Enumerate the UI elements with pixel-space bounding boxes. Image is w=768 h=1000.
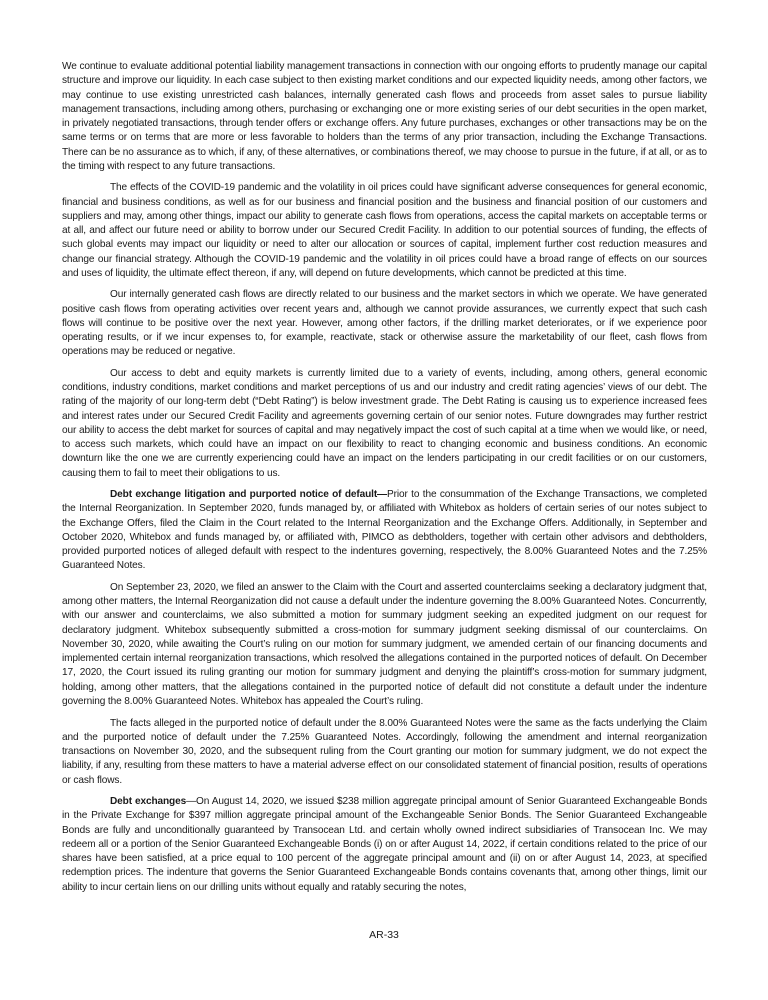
page-number: AR-33	[369, 929, 399, 941]
paragraph-text: On September 23, 2020, we filed an answer to the Claim with the Court and asserted counterclaims seeking a declaratory judgment that, among other matters, the Internal Reorganization did not cause a default under the indenture governing the 8.00% Guaranteed Notes. Concurrently, with our answer and counterclaims, we also submitted a motion for summary judgment seeking an expedited judgment on our request for declaratory judgment. Whitebox subsequently submitted a cross-motion for summary judgment seeking dismissal of our counterclaims. On November 30, 2020, while awaiting the Court’s ruling on our motion for summary judgment, we amended certain of our financing documents and implemented certain internal reorganization transactions, which resolved the allegations contained in the purported notices of default. On December 17, 2020, the Court issued its ruling granting our motion for summary judgment and denying the plaintiff’s cross-motion for summary judgment, holding, among other matters, that the allegations contained in the purported notice of default did not constitute a default under the indenture governing the 8.00% Guaranteed Notes. Whitebox has appealed the Court’s ruling.	[62, 581, 707, 707]
paragraph-text: The effects of the COVID-19 pandemic and the volatility in oil prices could have significant adverse consequences for general economic, financial and business conditions, as well as for our business and financial position and the business and financial position of our customers and suppliers and may, among other things, impact our ability to generate cash flows from operations, access the capital markets on acceptable terms or at all, and affect our future need or ability to borrow under our Secured Credit Facility. In addition to our potential sources of funding, the effects of such global events may impact our liquidity or need to alter our allocation or sources of capital, implement further cost reduction measures and change our financial strategy. Although the COVID-19 pandemic and the volatility in oil prices could have a broad range of effects on our sources and uses of liquidity, the ultimate effect thereon, if any, will depend on future developments, which cannot be predicted at this time.	[62, 182, 707, 279]
paragraph-debt-exchanges	[62, 795, 707, 895]
paragraph-text: —On August 14, 2020, we issued $238 million aggregate principal amount of Senior Guaranteed Exchangeable Bonds in the Private Exchange for $397 million aggregate principal amount of the Exchangeable Senior Bonds. The Senior Guaranteed Exchangeable Bonds are fully and unconditionally guaranteed by Transocean Ltd. and certain wholly owned indirect subsidiaries of Transocean Inc. We may redeem all or a portion of the Senior Guaranteed Exchangeable Bonds (i) on or after August 14, 2022, if certain conditions related to the price of our shares have been satisfied, at a price equal to 100 percent of the aggregate principal amount and (ii) on or after August 14, 2023, at specified redemption prices. The indenture that governs the Senior Guaranteed Exchangeable Bonds contains covenants that, among other things, limit our ability to incur certain liens on our drilling units without equally and ratably securing the notes,	[62, 796, 708, 893]
paragraph-cash-flows	[62, 288, 707, 359]
paragraph-text: Our access to debt and equity markets is currently limited due to a variety of events, including, among others, general economic conditions, industry conditions, market conditions and market perceptions of us and our industry and credit rating agencies’ views of our debt. The rating of the majority of our long-term debt (“Debt Rating”) is below investment grade. The Debt Rating is causing us to experience increased fees and interest rates under our Secured Credit Facility and agreements governing certain of our senior notes. Future downgrades may further restrict our ability to access the debt market for sources of capital and may negatively impact the cost of such capital at a time when we would like, or need, to access such markets, which could have an impact on our flexibility to react to changing economic and business conditions. An economic downturn like the one we are currently experiencing could have an impact on the lenders participating in our credit facilities or on our customers, causing them to fail to meet their obligations to us.	[62, 367, 707, 479]
paragraph-debt-exchange-litigation	[62, 488, 707, 574]
document-body	[62, 60, 707, 902]
paragraph-text: The facts alleged in the purported notice of default under the 8.00% Guaranteed Notes were the same as the facts underlying the Claim and the purported notice of default under the 7.25% Guaranteed Notes. Accordingly, following the amendment and internal reorganization transactions on November 30, 2020, and the subsequent ruling from the Court granting our motion for summary judgment, we do not expect the liability, if any, resulting from these matters to have a material adverse effect on our consolidated statement of financial position, results of operations or cash flows.	[62, 717, 707, 786]
paragraph-text: Our internally generated cash flows are directly related to our business and the market sectors in which we operate. We have generated positive cash flows from operating activities over recent years and, although we cannot provide assurances, we currently expect that such cash flows will continue to be positive over the next year. However, among other factors, if the drilling market deteriorates, or if we experience poor operating results, or if we incur expenses to, for example, reactivate, stack or otherwise assure the marketability of our fleet, cash flows from operations may be reduced or negative.	[62, 289, 707, 358]
paragraph-market-access	[62, 367, 707, 481]
paragraph-text: We continue to evaluate additional potential liability management transactions in connection with our ongoing efforts to prudently manage our capital structure and improve our liquidity. In each case subject to then existing market conditions and our expected liquidity needs, among other factors, we may continue to use existing unrestricted cash balances, internally generated cash flows and proceeds from asset sales to pursue liability management transactions, including among others, purchasing or exchanging one or more existing series of our debt securities in the open market, in privately negotiated transactions, through tender offers or exchange offers. Any future purchases, exchanges or other transactions may be on the same terms or on terms that are more or less favorable to holders than the terms of any prior transaction, including the Exchange Transactions. There can be no assurance as to which, if any, of these alternatives, or combinations thereof, we may choose to pursue in the future, if at all, or as to the timing with respect to any future transactions.	[62, 61, 707, 172]
paragraph-covid-effects	[62, 181, 707, 281]
paragraph-lead: Debt exchanges	[110, 796, 187, 808]
paragraph-text: Prior to the consummation of the Exchange Transactions, we completed the Internal Reorganization. In September 2020, funds managed by, or affiliated with Whitebox as holders of certain series of our notes subject to the Exchange Offers, filed the Claim in the Court related to the Internal Reorganization and the Exchange Offers. Additionally, in September and October 2020, Whitebox and funds managed by, or affiliated with, PIMCO as debtholders, together with certain other advisors and debtholders, provided purported notices of alleged default with respect to the indentures governing, respectively, the 8.00% Guaranteed Notes and the 7.25% Guaranteed Notes.	[62, 489, 708, 572]
paragraph-lead: Debt exchange litigation and purported notice of default—	[110, 489, 388, 501]
paragraph-liability-management	[62, 60, 707, 174]
paragraph-facts-alleged	[62, 717, 707, 788]
paragraph-court-filing	[62, 581, 707, 709]
